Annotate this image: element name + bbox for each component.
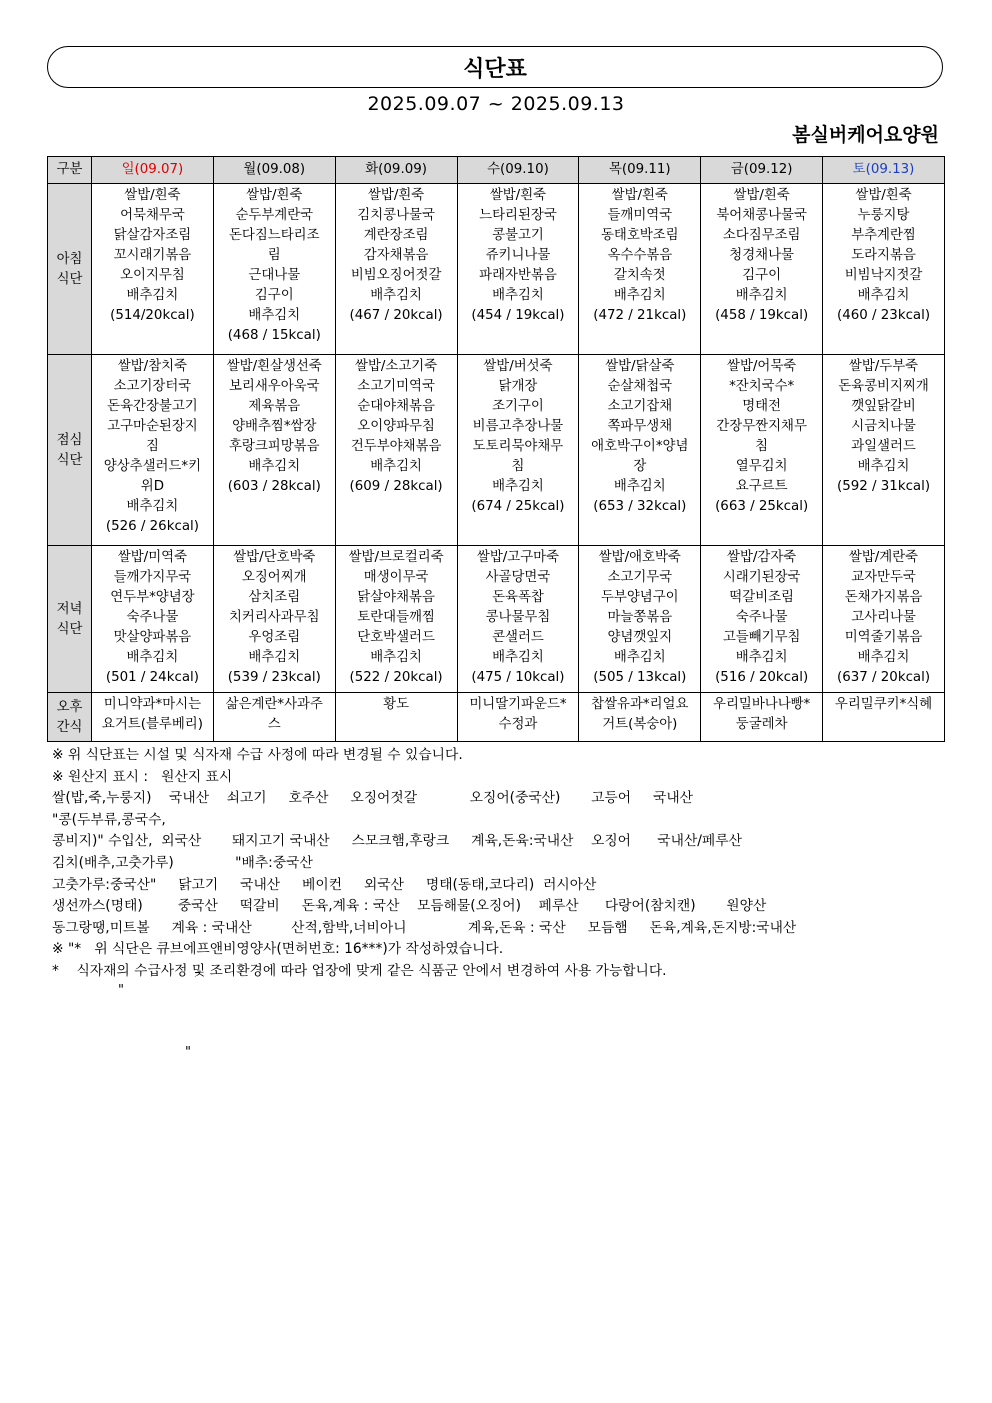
menu-item: 미니약과*마시는: [103, 697, 202, 712]
menu-item: 청경채나물: [729, 248, 794, 263]
menu-item: 삶은계란*사과주: [225, 697, 323, 712]
menu-item: 쌀밥/닭살죽: [605, 359, 675, 374]
menu-item: 배추김치: [370, 288, 422, 303]
menu-item: 꼬시래기볶음: [113, 248, 192, 263]
menu-cell-mon: [213, 355, 335, 546]
row-label: [48, 184, 92, 355]
row-label: [48, 546, 92, 693]
menu-item: 배추김치: [370, 650, 422, 665]
header-day-wed: 수(09.10): [457, 157, 579, 184]
menu-item: 닭살야채볶음: [357, 590, 435, 605]
menu-item: 우엉조림: [248, 630, 301, 645]
menu-item: 배추김치: [613, 479, 666, 494]
menu-item: (603 / 28kcal): [227, 479, 321, 494]
menu-item: 순대야채볶음: [357, 399, 435, 414]
header-corner: 구분: [48, 157, 92, 184]
menu-table: [47, 156, 945, 742]
menu-item: 찹쌀유과*리얼요: [591, 697, 689, 712]
menu-cell-sat: [823, 184, 945, 355]
menu-cell-thu: [579, 184, 701, 355]
header-day-fri: 금(09.12): [701, 157, 823, 184]
menu-item: 연두부*양념장: [110, 590, 195, 605]
menu-item: 조기구이: [492, 399, 544, 414]
note-line: * 식자재의 수급사정 및 조리환경에 따라 업장에 맞게 같은 식품군 안에서 변경하여 사용 가능합니다.: [52, 962, 667, 979]
menu-item: 고사리나물: [851, 610, 916, 625]
menu-item: 침: [755, 439, 769, 454]
menu-item: (475 / 10kcal): [471, 670, 565, 685]
menu-item: 배추김치: [735, 288, 788, 303]
menu-item: 돈육폭찹: [492, 590, 544, 605]
note-line: 김치(배추,고춧가루) "배추:중국산: [52, 854, 313, 871]
menu-item: 장: [633, 459, 647, 474]
menu-item: 요구르트: [735, 479, 788, 494]
menu-item: 배추김치: [857, 459, 910, 474]
menu-item: 수정과: [498, 717, 538, 732]
menu-item: 김구이: [742, 268, 782, 283]
menu-item: 후랑크피망볶음: [228, 439, 320, 454]
menu-item: 두부양념구이: [600, 590, 679, 605]
menu-item: 부추계란찜: [851, 228, 916, 243]
lunch-row: [48, 355, 945, 546]
page-title: 식단표: [47, 46, 943, 88]
menu-item: 도토리묵야채무: [472, 439, 564, 454]
menu-item: (454 / 19kcal): [471, 308, 565, 323]
menu-cell-thu: [579, 546, 701, 693]
menu-item: 고들빼기무침: [722, 630, 801, 645]
menu-item: 숙주나물: [126, 610, 179, 625]
menu-item: 배추김치: [126, 650, 179, 665]
menu-item: 쌀밥/미역죽: [117, 550, 188, 565]
row-label-line: 식단: [56, 272, 83, 287]
menu-cell-sun: [92, 355, 214, 546]
note-line: ※ "* 위 식단은 큐브에프앤비영양사(면허번호: 16***)가 작성하였습니다.: [52, 941, 504, 958]
menu-item: 비빔오징어젓갈: [350, 268, 442, 283]
menu-cell-mon: [213, 546, 335, 693]
menu-item: 마늘쫑볶음: [607, 610, 673, 625]
menu-item: 배추김치: [492, 650, 544, 665]
row-label-line: 식단: [56, 622, 83, 637]
menu-cell-tue: [335, 355, 457, 546]
menu-cell-tue: [335, 546, 457, 693]
note-line: 고춧가루:중국산" 닭고기 국내산 베이컨 외국산 명태(동태,코다리) 러시아산: [52, 876, 597, 893]
menu-cell-sun: [92, 546, 214, 693]
menu-item: 배추김치: [613, 650, 666, 665]
menu-cell-thu: [579, 693, 701, 742]
menu-item: 맛살양파볶음: [113, 630, 192, 645]
menu-item: 쪽파무생채: [607, 419, 673, 434]
menu-item: (467 / 20kcal): [349, 308, 443, 323]
note-line: "콩(두부류,콩국수,: [52, 811, 166, 828]
menu-cell-mon: [213, 184, 335, 355]
menu-item: 치커리사과무침: [228, 610, 320, 625]
menu-item: 쌀밥/애호박죽: [598, 550, 681, 565]
row-label-line: 간식: [56, 720, 83, 735]
menu-cell-fri: [701, 546, 823, 693]
menu-item: (539 / 23kcal): [227, 670, 321, 685]
menu-cell-fri: [701, 693, 823, 742]
menu-item: 순살채첩국: [607, 379, 673, 394]
menu-cell-sat: [823, 355, 945, 546]
menu-item: 배추김치: [857, 288, 910, 303]
menu-item: 쌀밥/흰죽: [855, 188, 912, 203]
menu-item: 쌀밥/참치죽: [117, 359, 188, 374]
note-line: ※ 원산지 표시 : 원산지 표시: [52, 768, 233, 785]
header-day-sat: 토(09.13): [823, 157, 945, 184]
menu-item: 도라지볶음: [851, 248, 916, 263]
menu-item: 콩나물무침: [485, 610, 551, 625]
menu-item: (526 / 26kcal): [105, 519, 199, 534]
menu-item: (501 / 24kcal): [105, 670, 199, 685]
menu-item: (516 / 20kcal): [715, 670, 809, 685]
menu-item: 삼치조림: [248, 590, 301, 605]
menu-cell-wed: [457, 355, 579, 546]
menu-item: 깻잎닭갈비: [851, 399, 916, 414]
menu-item: 닭개장: [498, 379, 538, 394]
row-label-line: 점심: [56, 433, 83, 448]
menu-item: 소고기장터국: [113, 379, 192, 394]
menu-item: 침: [511, 459, 525, 474]
menu-item: 오이양파무침: [357, 419, 435, 434]
menu-item: 배추김치: [613, 288, 666, 303]
menu-item: 어묵채무국: [120, 208, 185, 223]
menu-item: (458 / 19kcal): [715, 308, 809, 323]
menu-item: 림: [267, 248, 281, 263]
dinner-row: [48, 546, 945, 693]
note-line: ※ 위 식단표는 시설 및 식자재 수급 사정에 따라 변경될 수 있습니다.: [52, 747, 463, 763]
menu-item: 쌀밥/브로컬리죽: [348, 550, 444, 565]
menu-item: 토란대들깨찜: [357, 610, 435, 625]
menu-item: (522 / 20kcal): [349, 670, 443, 685]
menu-item: 황도: [383, 697, 410, 712]
menu-cell-sun: [92, 184, 214, 355]
menu-item: 오징어찌개: [241, 570, 307, 585]
menu-item: 돈다짐느타리조: [228, 228, 320, 243]
menu-item: 갈치속젓: [613, 268, 666, 283]
menu-item: (514/20kcal): [110, 308, 195, 323]
menu-item: 양념깻잎지: [607, 630, 673, 645]
menu-item: 계란장조림: [363, 228, 429, 243]
menu-item: 순두부계란국: [235, 208, 314, 223]
menu-item: 배추김치: [370, 459, 422, 474]
menu-item: 쌀밥/어묵죽: [727, 359, 797, 374]
menu-item: 쥬키니나물: [485, 248, 551, 263]
menu-item: 동태호박조림: [600, 228, 679, 243]
menu-item: 미역줄기볶음: [844, 630, 923, 645]
menu-item: 닭살감자조림: [113, 228, 192, 243]
menu-item: 배추김치: [857, 650, 910, 665]
breakfast-row: [48, 184, 945, 355]
menu-item: (637 / 20kcal): [836, 670, 931, 685]
menu-item: 미니딸기파운드*: [469, 697, 567, 712]
menu-item: (674 / 25kcal): [471, 499, 565, 514]
menu-item: 옥수수볶음: [607, 248, 673, 263]
menu-item: 교자만두국: [851, 570, 916, 585]
menu-item: 제육볶음: [248, 399, 301, 414]
menu-item: 쌀밥/단호박죽: [233, 550, 316, 565]
menu-item: 배추김치: [248, 459, 301, 474]
menu-item: 애호박구이*양념: [591, 439, 689, 454]
menu-cell-sun: [92, 693, 214, 742]
menu-item: 우리밀쿠키*식혜: [834, 697, 933, 712]
menu-item: 쌀밥/버섯죽: [483, 359, 553, 374]
notes: [52, 745, 796, 983]
header-day-sun: 일(09.07): [92, 157, 214, 184]
menu-item: 요거트(블루베리): [101, 717, 203, 732]
menu-item: 단호박샐러드: [357, 630, 435, 645]
row-label-line: 오후: [56, 700, 83, 715]
row-label-line: 저녁: [56, 602, 83, 617]
menu-item: 쌀밥/흰죽: [489, 188, 547, 203]
snack-row: [48, 693, 945, 742]
menu-item: 양상추샐러드*키: [103, 459, 202, 474]
menu-item: 소고기잡채: [607, 399, 673, 414]
menu-item: 시금치나물: [851, 419, 916, 434]
menu-item: 돈채가지볶음: [844, 590, 923, 605]
menu-item: (653 / 32kcal): [593, 499, 687, 514]
menu-item: 위D: [140, 479, 165, 494]
menu-item: 소다짐무조림: [722, 228, 801, 243]
menu-item: 돈육간장불고기: [107, 399, 198, 414]
menu-item: 북어채콩나물국: [716, 208, 807, 223]
menu-item: 비빔낙지젓갈: [844, 268, 923, 283]
menu-item: 오이지무침: [120, 268, 185, 283]
menu-item: 쌀밥/흰죽: [611, 188, 668, 203]
menu-item: 쌀밥/흰죽: [367, 188, 425, 203]
menu-item: 쌀밥/두부죽: [848, 359, 919, 374]
menu-item: 콘샐러드: [492, 630, 544, 645]
stray-mark: ": [185, 1045, 191, 1060]
menu-item: 느타리된장국: [479, 208, 557, 223]
menu-item: 쌀밥/흰죽: [246, 188, 303, 203]
date-range: 2025.09.07 ~ 2025.09.13: [367, 93, 625, 115]
menu-item: 명태전: [742, 399, 782, 414]
menu-cell-tue: [335, 184, 457, 355]
menu-item: *잔치국수*: [729, 379, 795, 394]
menu-cell-tue: [335, 693, 457, 742]
menu-item: 김치콩나물국: [357, 208, 435, 223]
menu-item: 쌀밥/흰죽: [733, 188, 790, 203]
menu-cell-wed: [457, 693, 579, 742]
menu-item: 떡갈비조림: [729, 590, 794, 605]
table-header-row: [48, 157, 945, 184]
menu-item: 거트(복숭아): [602, 717, 678, 732]
menu-item: 감자채볶음: [363, 248, 429, 263]
menu-item: 배추김치: [735, 650, 788, 665]
menu-item: 근대나물: [248, 268, 301, 283]
menu-item: (592 / 31kcal): [836, 479, 931, 494]
menu-item: 숙주나물: [735, 610, 788, 625]
menu-item: 시래기된장국: [722, 570, 801, 585]
menu-cell-sat: [823, 693, 945, 742]
menu-item: 짐: [145, 439, 159, 454]
menu-item: 누룽지탕: [857, 208, 910, 223]
menu-item: 비름고추장나물: [472, 419, 564, 434]
menu-item: 쌀밥/흰살생선죽: [226, 359, 322, 374]
header-day-tue: 화(09.09): [335, 157, 457, 184]
menu-item: 김구이: [254, 288, 294, 303]
note-line: 쌀(밥,죽,누룽지) 국내산 쇠고기 호주산 오징어젓갈 오징어(중국산) 고등어 국내산: [52, 790, 693, 807]
menu-item: 양배추찜*쌈장: [232, 419, 317, 434]
menu-item: 우리밀바나나빵*: [713, 697, 811, 712]
menu-cell-fri: [701, 355, 823, 546]
menu-item: 건두부야채볶음: [350, 439, 442, 454]
menu-item: 보리새우아욱국: [228, 379, 320, 394]
menu-item: 쌀밥/흰죽: [124, 188, 181, 203]
menu-item: 배추김치: [248, 650, 301, 665]
menu-item: 둥굴레차: [735, 717, 788, 732]
header-day-mon: 월(09.08): [213, 157, 335, 184]
menu-item: 배추김치: [492, 288, 544, 303]
menu-cell-mon: [213, 693, 335, 742]
facility-name: 봄실버케어요양원: [792, 124, 939, 146]
menu-item: 배추김치: [492, 479, 544, 494]
menu-item: 매생이무국: [363, 570, 429, 585]
row-label: [48, 693, 92, 742]
menu-item: 스: [267, 717, 281, 732]
stray-mark: ": [118, 983, 124, 998]
menu-item: 배추김치: [126, 499, 179, 514]
menu-item: (460 / 23kcal): [836, 308, 931, 323]
note-line: 동그랑땡,미트볼 계육 : 국내산 산적,함박,너비아니 계육,돈육 : 국산 모듬햄 돈육,계육,돈지방:국내산: [52, 919, 797, 936]
menu-item: (663 / 25kcal): [715, 499, 809, 514]
menu-item: 돈육콩비지찌개: [838, 379, 929, 394]
menu-item: 배추김치: [248, 308, 301, 323]
menu-item: 쌀밥/감자죽: [727, 550, 797, 565]
menu-cell-wed: [457, 184, 579, 355]
menu-item: (505 / 13kcal): [593, 670, 687, 685]
row-label-line: 식단: [56, 453, 83, 468]
menu-item: 콩불고기: [492, 228, 544, 243]
menu-cell-wed: [457, 546, 579, 693]
menu-item: 열무김치: [735, 459, 788, 474]
menu-item: (472 / 21kcal): [593, 308, 687, 323]
menu-item: 들깨미역국: [607, 208, 673, 223]
menu-item: 배추김치: [126, 288, 179, 303]
menu-item: 소고기무국: [607, 570, 673, 585]
header-day-thu: 목(09.11): [579, 157, 701, 184]
menu-item: (609 / 28kcal): [349, 479, 443, 494]
note-line: 생선까스(명태) 중국산 떡갈비 돈육,계육 : 국산 모듬해물(오징어) 페루산 다랑어(참치캔) 원양산: [52, 898, 767, 915]
menu-item: 쌀밥/소고기죽: [355, 359, 438, 374]
menu-item: 간장무짠지채무: [716, 419, 807, 434]
menu-cell-sat: [823, 546, 945, 693]
menu-cell-thu: [579, 355, 701, 546]
menu-item: 고구마순된장지: [107, 419, 198, 434]
menu-item: (468 / 15kcal): [227, 328, 321, 343]
menu-item: 사골당면국: [485, 570, 551, 585]
menu-item: 쌀밥/계란죽: [848, 550, 919, 565]
menu-cell-fri: [701, 184, 823, 355]
menu-item: 소고기미역국: [357, 379, 435, 394]
menu-item: 파래자반볶음: [479, 268, 557, 283]
row-label: [48, 355, 92, 546]
menu-item: 들깨가지무국: [113, 570, 192, 585]
row-label-line: 아침: [56, 252, 83, 267]
menu-item: 쌀밥/고구마죽: [476, 550, 560, 565]
note-line: 콩비지)" 수입산, 외국산 돼지고기 국내산 스모크햄,후랑크 계육,돈육:국내산 오징어 국내산/페루산: [52, 833, 742, 850]
menu-item: 과일샐러드: [851, 439, 916, 454]
